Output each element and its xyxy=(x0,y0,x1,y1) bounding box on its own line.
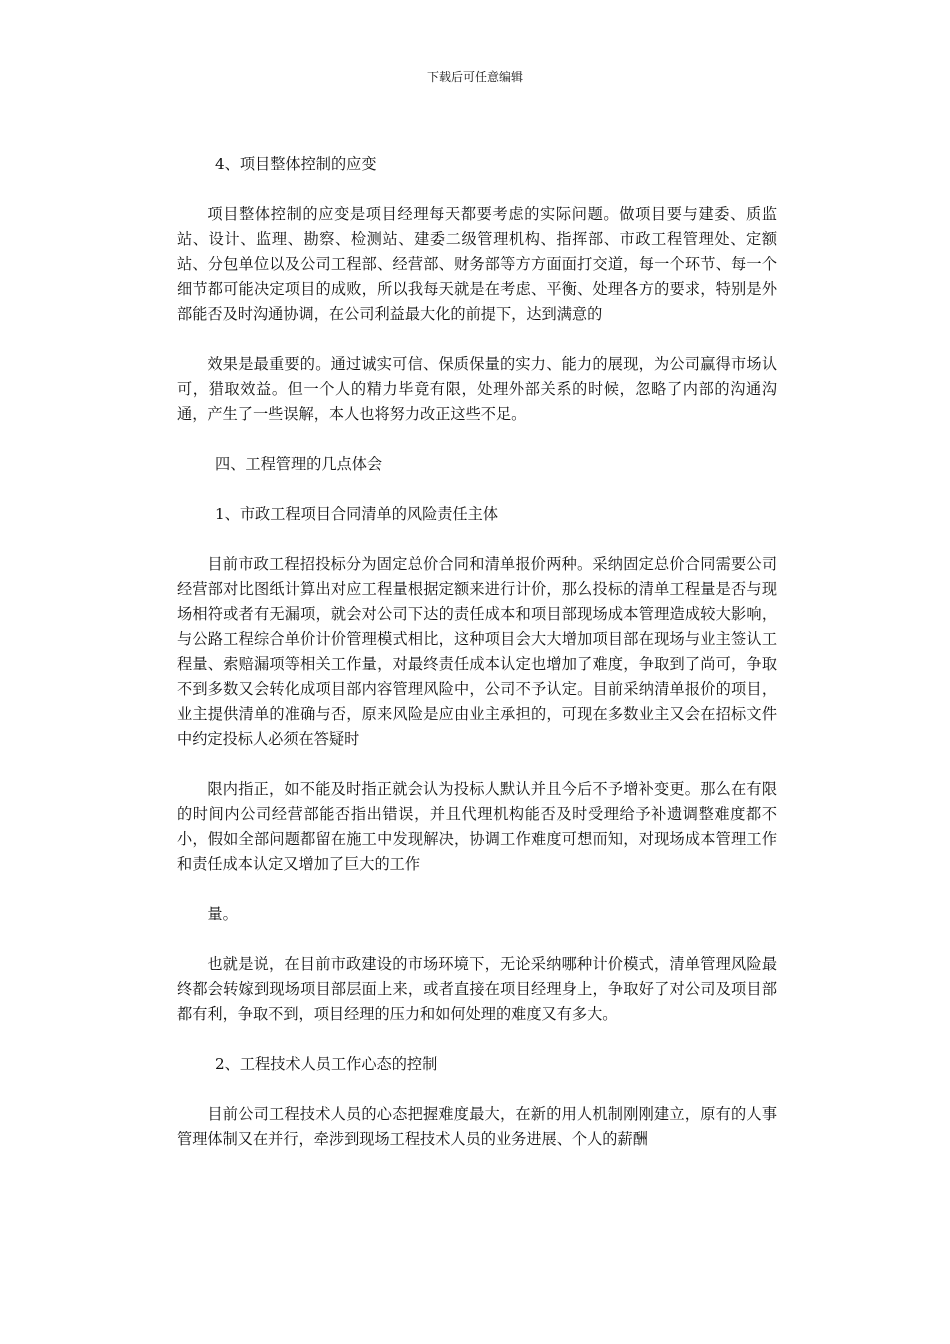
paragraph: 限内指正，如不能及时指正就会认为投标人默认并且今后不予增补变更。那么在有限的时间内公司经营部能否指出错误，并且代理机构能否及时受理给予补遗调整难度都不小，假如全部问题都留在施工中发现解决，协调工作难度可想而知，对现场成本管理工作和责任成本认定又增加了巨大的工作 xyxy=(177,780,777,873)
section-heading: 4、项目整体控制的应变 xyxy=(215,155,377,173)
page-header: 下载后可任意编辑 xyxy=(426,70,523,84)
paragraph: 目前市政工程招投标分为固定总价合同和清单报价两种。采纳固定总价合同需要公司经营部对比图纸计算出对应工程量根据定额来进行计价，那么投标的清单工程量是否与现场相符或者有无漏项，就会对公司下达的责任成本和项目部现场成本管理造成较大影响，与公路工程综合单价计价管理模式相比，这种项目会大大增加项目部在现场与业主签认工程量、索赔漏项等相关工作量，对最终责任成本认定也增加了难度，争取到了尚可，争取不到多数又会转化成项目部内容管理风险中，公司不予认定。目前采纳清单报价的项目，业主提供清单的准确与否，原来风险是应由业主承担的，可现在多数业主又会在招标文件中约定投标人必须在答疑时 xyxy=(177,555,777,748)
section-heading: 四、工程管理的几点体会 xyxy=(215,455,383,473)
paragraph: 目前公司工程技术人员的心态把握难度最大，在新的用人机制刚刚建立，原有的人事管理体制又在并行，牵涉到现场工程技术人员的业务进展、个人的薪酬 xyxy=(177,1105,777,1148)
section-heading: 1、市政工程项目合同清单的风险责任主体 xyxy=(215,505,499,523)
section-heading: 2、工程技术人员工作心态的控制 xyxy=(215,1055,438,1073)
paragraph: 效果是最重要的。通过诚实可信、保质保量的实力、能力的展现，为公司赢得市场认可，猎取效益。但一个人的精力毕竟有限，处理外部关系的时候，忽略了内部的沟通沟通，产生了一些误解，本人也将努力改正这些不足。 xyxy=(177,355,777,423)
document-body xyxy=(177,152,777,1177)
paragraph: 量。 xyxy=(207,905,238,923)
paragraph: 项目整体控制的应变是项目经理每天都要考虑的实际问题。做项目要与建委、质监站、设计、监理、勘察、检测站、建委二级管理机构、指挥部、市政工程管理处、定额站、分包单位以及公司工程部、经营部、财务部等方方面面打交道，每一个环节、每一个细节都可能决定项目的成败，所以我每天就是在考虑、平衡、处理各方的要求，特别是外部能否及时沟通协调，在公司利益最大化的前提下，达到满意的 xyxy=(177,205,777,323)
paragraph: 也就是说，在目前市政建设的市场环境下，无论采纳哪种计价模式，清单管理风险最终都会转嫁到现场项目部层面上来，或者直接在项目经理身上，争取好了对公司及项目部都有利，争取不到，项目经理的压力和如何处理的难度又有多大。 xyxy=(177,955,777,1023)
